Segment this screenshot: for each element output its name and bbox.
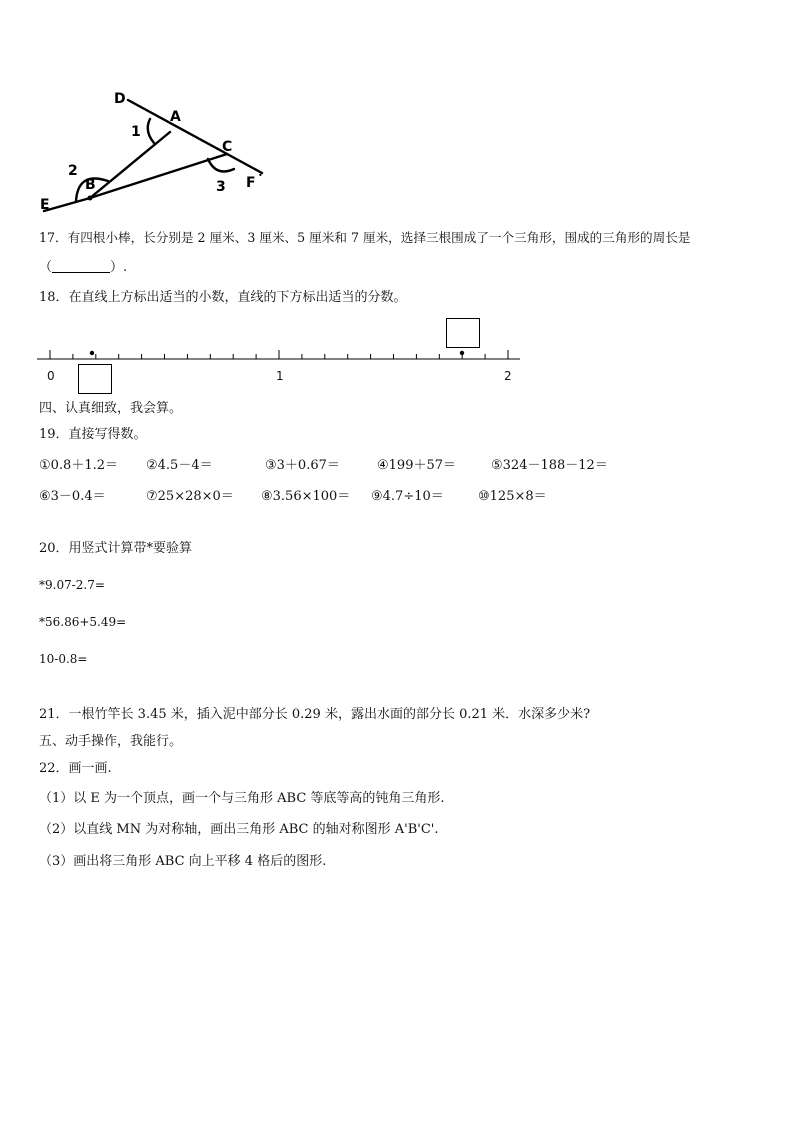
label-f: F	[246, 175, 256, 191]
q20-item-1: *9.07-2.7=	[39, 578, 105, 592]
q20-item-2: *56.86+5.49=	[39, 615, 127, 629]
section-4-heading: 四、认真细致，我会算。	[39, 401, 183, 416]
line-bc	[90, 154, 227, 198]
q22-item-2: （2）以直线 MN 为对称轴，画出三角形 ABC 的轴对称图形 A'B'C'.	[39, 822, 439, 837]
label-angle-3: 3	[216, 179, 226, 195]
label-angle-1: 1	[131, 124, 141, 140]
q19-title: 19．直接写得数。	[39, 427, 147, 442]
tick-label-1: 1	[276, 369, 284, 383]
q19-item-8: ⑧3.56×100＝	[261, 489, 351, 504]
q22-item-1: （1）以 E 为一个顶点，画一个与三角形 ABC 等底等高的钝角三角形.	[39, 791, 445, 806]
q19-item-1: ①0.8＋1.2＝	[39, 458, 119, 473]
label-a: A	[170, 109, 181, 125]
number-line-dot-1	[90, 351, 94, 355]
q18-text: 18．在直线上方标出适当的小数，直线的下方标出适当的分数。	[39, 290, 407, 305]
q20-item-3: 10-0.8=	[39, 652, 88, 666]
q19-item-4: ④199＋57＝	[377, 458, 457, 473]
angle-3-arc	[208, 159, 234, 171]
q17-line1: 17．有四根小棒，长分别是 2 厘米、3 厘米、5 厘米和 7 厘米，选择三根围成了一个三角形，围成的三角形的周长是	[39, 230, 691, 245]
q20-title: 20．用竖式计算带*要验算	[39, 541, 193, 556]
q19-item-10: ⑩125×8＝	[478, 489, 547, 504]
line-ba	[90, 132, 170, 198]
q22-item-3: （3）画出将三角形 ABC 向上平移 4 格后的图形.	[39, 854, 327, 869]
label-c: C	[222, 139, 233, 155]
q19-item-2: ②4.5－4＝	[146, 458, 213, 473]
q19-item-7: ⑦25×28×0＝	[146, 489, 234, 504]
q19-item-3: ③3＋0.67＝	[265, 458, 340, 473]
section-5-heading: 五、动手操作，我能行。	[39, 734, 183, 749]
label-d: D	[114, 91, 126, 107]
q18-bottom-box[interactable]	[78, 364, 112, 394]
q19-item-5: ⑤324－188－12＝	[491, 458, 608, 473]
tick-label-2: 2	[504, 369, 512, 383]
q17-answer-blank[interactable]	[52, 259, 110, 273]
angle-1-arc	[148, 119, 154, 143]
angle-figure	[30, 85, 280, 220]
svg-text:•: •	[258, 171, 263, 180]
label-angle-2: 2	[68, 163, 78, 179]
line-da	[128, 100, 262, 173]
q21-text: 21．一根竹竿长 3.45 米，插入泥中部分长 0.29 米，露出水面的部分长 0.21 米．水深多少米?	[39, 707, 591, 722]
q17-paren-open: （	[39, 260, 53, 275]
line-eb	[44, 198, 90, 211]
label-e: E	[40, 197, 50, 213]
q17-line2	[39, 259, 127, 277]
number-line-dot-2	[460, 351, 464, 355]
label-b: B	[85, 177, 96, 193]
q22-title: 22．画一画.	[39, 761, 112, 776]
tick-label-0: 0	[47, 369, 55, 383]
q19-item-9: ⑨4.7÷10＝	[371, 489, 444, 504]
q17-paren-close: ）.	[110, 260, 128, 275]
q19-item-6: ⑥3－0.4＝	[39, 489, 106, 504]
